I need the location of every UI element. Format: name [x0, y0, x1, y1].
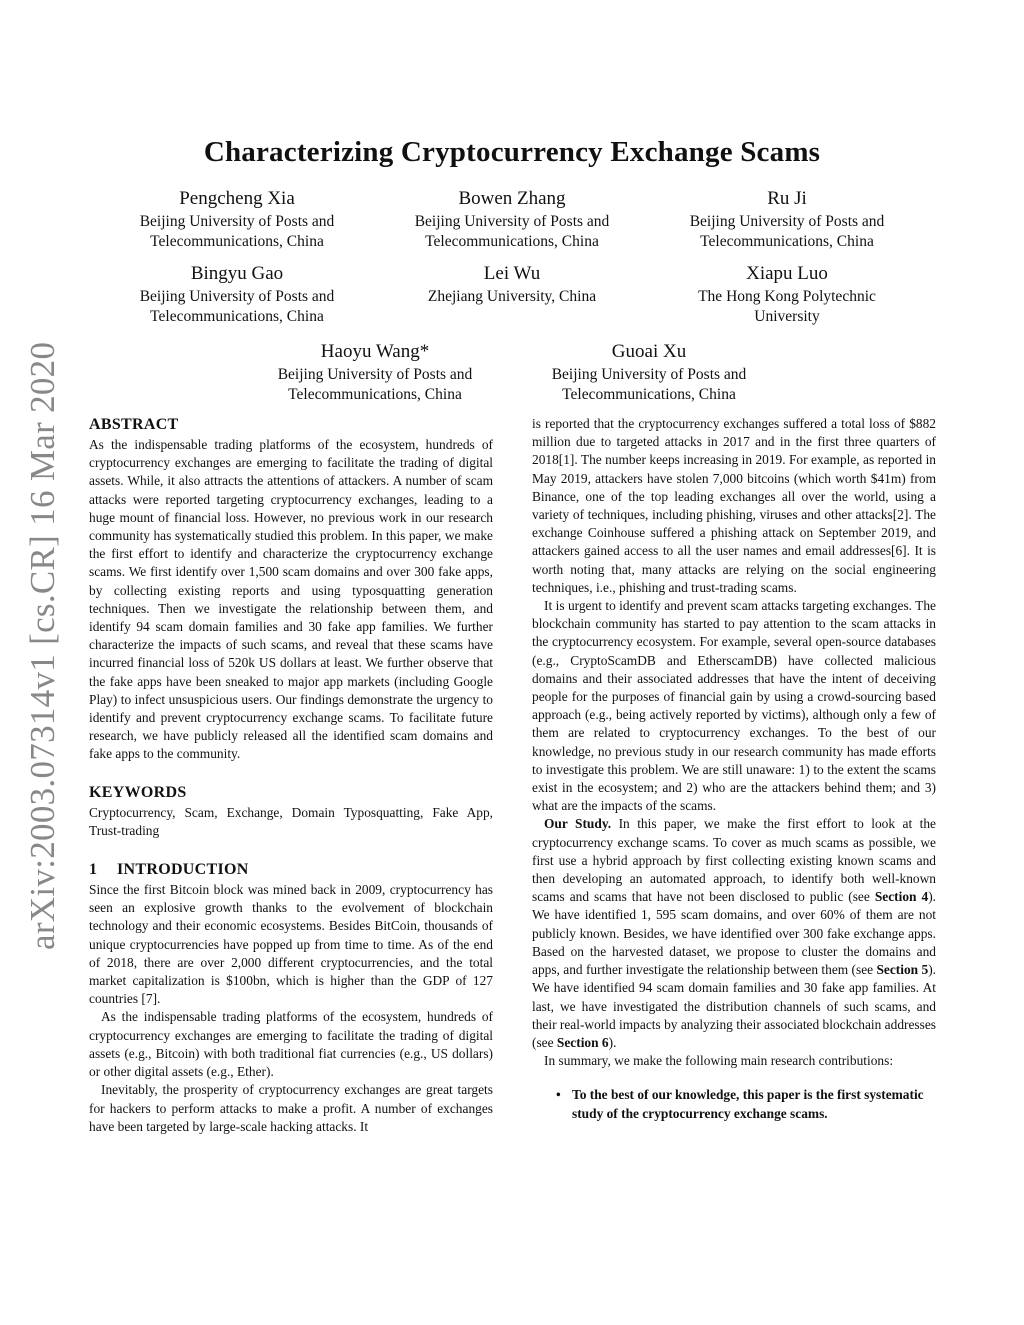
author-affiliation: Telecommunications, China [700, 233, 874, 250]
text-run: In this paper, we make the first effort to look at the cryptocurrency exchange scams. To cover as much scams as possible, we first use a hybrid approach by first collecting existing known scams and then developing an automated approach, to identify both well-known scams and scams that have not been disclosed to public (see [532, 816, 936, 905]
abstract-text: As the indispensable trading platforms of the ecosystem, hundreds of cryptocurrency exchanges are emerging to facilitate the trading of digital assets. While, it also attracts the attentions of attackers. A number of scam attacks were reported targeting cryptocurrency exchanges, leading to a huge mount of financial loss. However, no previous work in our research community has systematically studied this problem. In this paper, we make the first effort to identify and characterize the cryptocurrency exchange scams. We first identify over 1,500 scam domains and over 300 fake apps, by collecting existing reports and using typosquatting generation techniques. Then we investigate the relationship between them, and identify 94 scam domain families and 30 fake app families. We further characterize the impacts of such scams, and reveal that these scams have incurred financial loss of 520k US dollars at least. We further observe that the fake apps have been sneaked to major app markets (including Google Play) to infect unsuspicious users. Our findings demonstrate the urgency to identify and prevent cryptocurrency exchange scams. To facilitate future research, we have publicly released all the identified scam domains and fake apps to the community. [89, 437, 493, 762]
section-reference: Section 5 [876, 962, 929, 978]
right-column [532, 415, 936, 1123]
author-affiliation: Beijing University of Posts and [139, 288, 335, 305]
paragraph: In summary, we make the following main research contributions: [544, 1053, 894, 1069]
author-name: Pengcheng Xia [179, 188, 295, 209]
author-block [657, 261, 917, 327]
paragraph: Inevitably, the prosperity of cryptocurrency exchanges are great targets for hackers to perform attacks to make a profit. A number of exchanges have been targeted by large-scale hacking attacks. It [89, 1082, 493, 1134]
author-affiliation: Beijing University of Posts and [277, 366, 473, 383]
author-name: Bowen Zhang [458, 188, 566, 209]
author-block [382, 186, 642, 252]
section-title: INTRODUCTION [117, 861, 249, 879]
author-affiliation: Zhejiang University, China [427, 288, 597, 305]
author-name: Xiapu Luo [746, 263, 828, 284]
author-affiliation: Telecommunications, China [425, 233, 599, 250]
left-column [89, 414, 493, 1136]
author-block [382, 261, 642, 307]
author-affiliation: Beijing University of Posts and [139, 213, 335, 230]
author-block [107, 186, 367, 252]
paragraph: As the indispensable trading platforms of the ecosystem, hundreds of cryptocurrency exchanges are emerging to facilitate the trading of digital assets (e.g., Bitcoin) with both traditional fiat currencies (e.g., US dollars) or other digital assets (e.g., Ether). [89, 1009, 493, 1080]
author-affiliation: The Hong Kong Polytechnic [698, 288, 876, 305]
section-reference: Section 4 [874, 889, 929, 905]
text-run: ). We have identified 1, 595 scam domains, and over 60% of them are not publicly known. Besides, we have identified over 300 fake exchange apps. Based on the harvested dataset, we propose to cluster the domains and apps, and further investigate the relationship between them (see [532, 889, 936, 978]
abstract-heading: ABSTRACT [89, 416, 179, 433]
our-study-paragraph [532, 815, 936, 1052]
text-run: ). [608, 1034, 617, 1050]
author-block [245, 339, 505, 405]
author-affiliation: Beijing University of Posts and [551, 366, 747, 383]
bullet-text: To the best of our knowledge, this paper is the first systematic study of the cryptocurrency exchange scams. [572, 1087, 924, 1121]
author-block [519, 339, 779, 405]
keywords-heading: KEYWORDS [89, 783, 187, 801]
author-affiliation: Telecommunications, China [288, 386, 462, 403]
paragraph: is reported that the cryptocurrency exchanges suffered a total loss of $882 million due to targeted attacks in 2017 and in the first three quarters of 2018[1]. The number keeps increasing in 2019. For example, as reported in May 2019, attackers have stolen 7,000 bitcoins (which worth $41m) from Binance, one of the top leading exchanges all over the world, using a variety of techniques, including phishing, viruses and other attacks[2]. The exchange Coinhouse suffered a phishing attack on September 2019, and attackers gained access to all the user names and email addresses[6]. It is worth noting that, many attacks are relying on the social engineering techniques, i.e., phishing and trust-trading scams. [532, 416, 936, 595]
author-affiliation: Telecommunications, China [562, 386, 736, 403]
author-affiliation: University [754, 308, 820, 325]
author-affiliation: Telecommunications, China [150, 308, 324, 325]
run-in-heading: Our Study. [544, 816, 612, 832]
arxiv-stamp [18, 341, 68, 950]
author-affiliation: Telecommunications, China [150, 233, 324, 250]
author-block [107, 261, 367, 327]
paragraph: Since the first Bitcoin block was mined back in 2009, cryptocurrency has seen an explosive growth thanks to the evolvement of blockchain technology and their economic ecosystems. Besides BitCoin, thousands of unique cryptocurrencies have popped up from time to time. As of the end of 2018, there are over 2,000 different cryptocurrencies, and the total market capitalization is $100bn, which is higher than the GDP of 127 countries [7]. [89, 882, 493, 1007]
author-name: Ru Ji [767, 188, 807, 209]
section-reference: Section 6 [556, 1034, 609, 1050]
section-number: 1 [89, 861, 98, 879]
author-affiliation: Beijing University of Posts and [689, 213, 885, 230]
section-heading [89, 859, 493, 881]
text-run: ). We have identified 94 scam domain families and 30 fake app families. At last, we have investigated the distribution channels of such scams, and their real-world impacts by analyzing their associated blockchain addresses (see [532, 962, 936, 1050]
author-name: Bingyu Gao [190, 263, 284, 284]
author-name: Guoai Xu [611, 341, 687, 362]
author-name: Lei Wu [483, 263, 541, 284]
author-name: Haoyu Wang* [320, 341, 430, 362]
bullet-dot: • [556, 1087, 561, 1103]
paper-title: Characterizing Cryptocurrency Exchange Scams [203, 136, 821, 168]
arxiv-id: arXiv:2003.07314v1 [cs.CR] 16 Mar 2020 [23, 341, 62, 950]
author-block [657, 186, 917, 252]
contribution-bullet [532, 1086, 936, 1122]
author-affiliation: Beijing University of Posts and [414, 213, 610, 230]
keywords-text: Cryptocurrency, Scam, Exchange, Domain Typosquatting, Fake App, Trust-trading [89, 804, 493, 838]
paragraph: It is urgent to identify and prevent scam attacks targeting exchanges. The blockchain community has started to pay attention to the scam attacks in the cryptocurrency ecosystem. For example, several open-source databases (e.g., CryptoScamDB and EtherscamDB) have collected malicious domains and their associated addresses that have the intent of deceiving people for the purposes of financial gain by using a crowd-sourcing based approach (e.g., being actively reported by victims), although only a few of them are related to cryptocurrency exchanges. To the best of our knowledge, no previous study in our research community has made efforts to investigate this problem. We are still unaware: 1) to the extent the scams exist in the ecosystem; and 2) who are the attackers behind them; and 3) what are the impacts of the scams. [532, 598, 936, 814]
